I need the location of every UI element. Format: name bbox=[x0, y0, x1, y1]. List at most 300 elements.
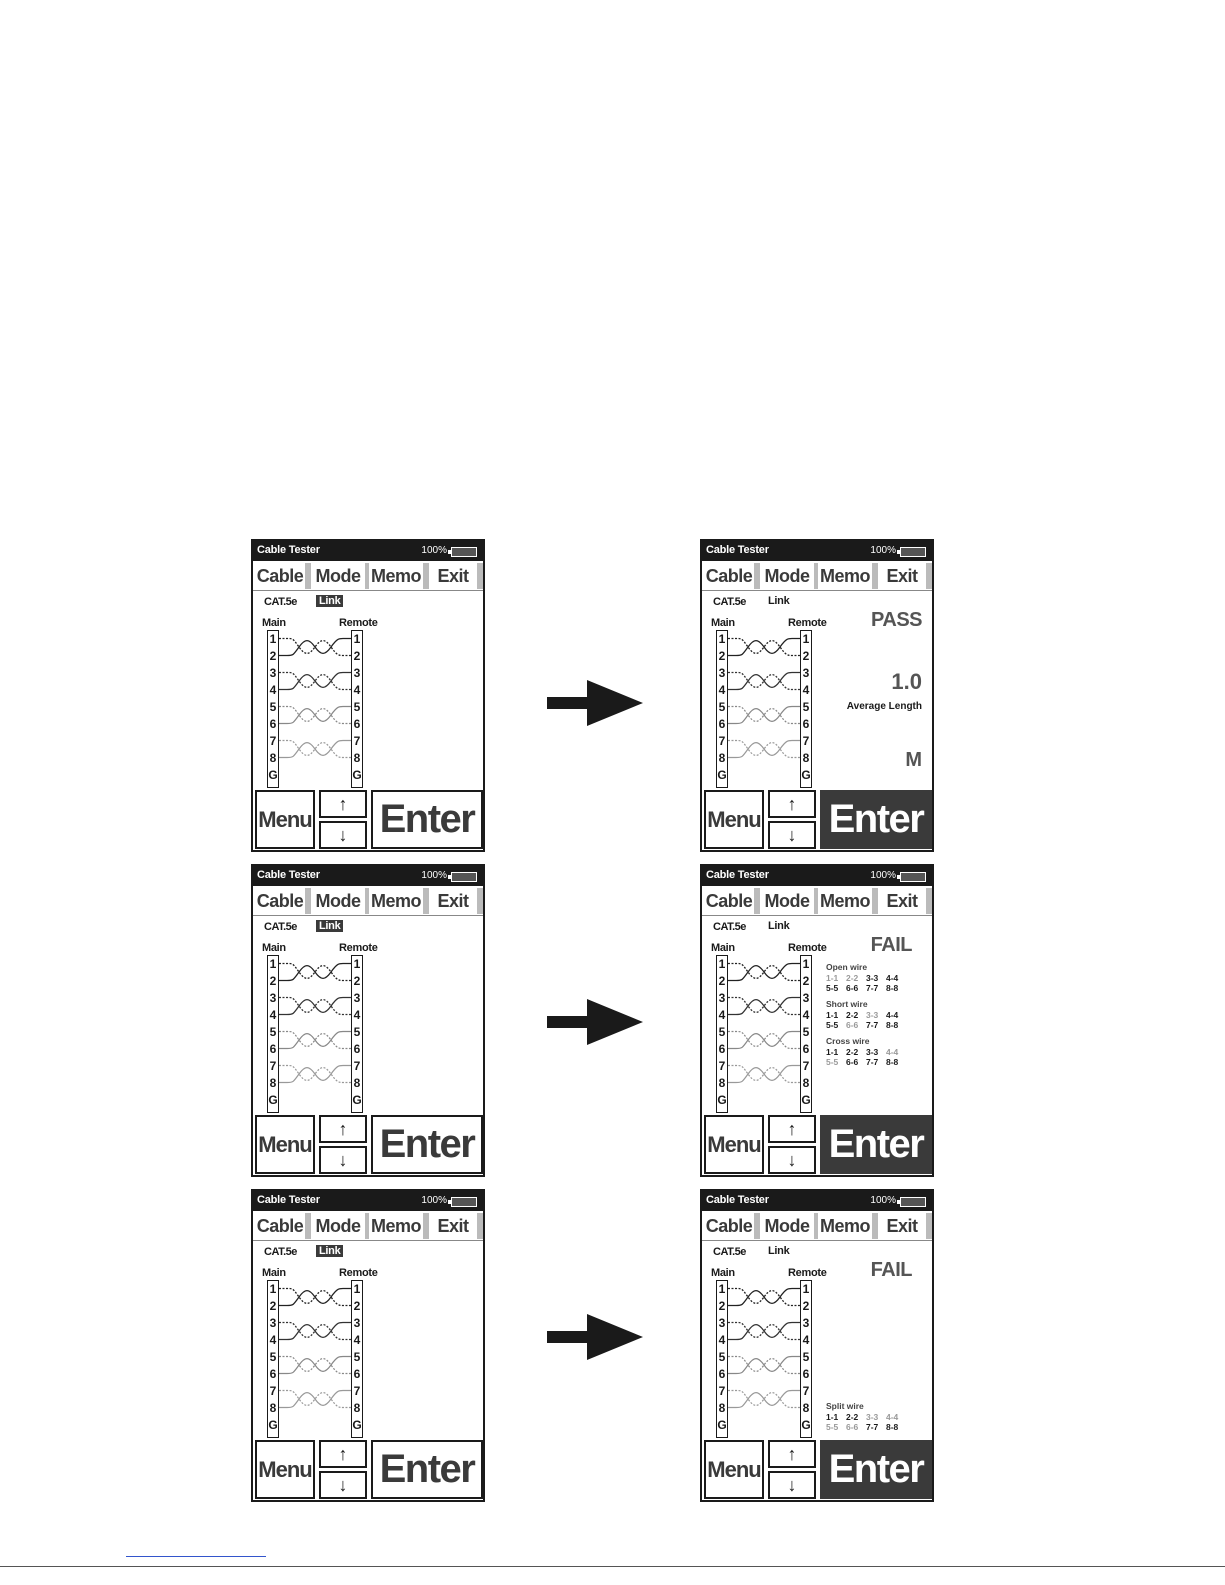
pin-pair-status: 4-4 bbox=[886, 973, 899, 983]
pin-label: 7 bbox=[718, 734, 726, 748]
pin-label: 5 bbox=[269, 1025, 277, 1039]
length-unit-label: M bbox=[905, 749, 922, 771]
pin-pair-status: 5-5 bbox=[826, 1057, 839, 1067]
title-bar bbox=[253, 866, 483, 886]
pin-label: 4 bbox=[269, 1008, 277, 1022]
pin-label: 6 bbox=[718, 1042, 726, 1056]
pin-label: G bbox=[352, 1093, 362, 1107]
main-end-label: Main bbox=[711, 617, 735, 629]
pin-label: G bbox=[717, 768, 727, 782]
down-arrow-icon: ↓ bbox=[787, 824, 797, 845]
pin-label: 7 bbox=[802, 1059, 810, 1073]
pair-1-2-wires bbox=[728, 639, 800, 656]
cable-type-label: CAT.5e bbox=[264, 921, 297, 933]
cable-menu-button[interactable]: Cable bbox=[255, 888, 311, 914]
pair-7-8-wires bbox=[728, 741, 800, 758]
pin-label: 6 bbox=[269, 1367, 277, 1381]
down-arrow-button[interactable] bbox=[319, 1471, 367, 1499]
cable-type-label: CAT.5e bbox=[713, 921, 746, 933]
tester-screen-ready-3 bbox=[251, 1189, 485, 1502]
main-end-label: Main bbox=[711, 1267, 735, 1279]
cable-menu-button[interactable]: Cable bbox=[255, 1213, 311, 1239]
pin-label: 2 bbox=[269, 649, 277, 663]
app-title: Cable Tester bbox=[706, 869, 769, 881]
pin-label: 4 bbox=[269, 1333, 277, 1347]
pin-label: 7 bbox=[269, 734, 277, 748]
pin-label: 2 bbox=[718, 649, 726, 663]
twisted-pair-diagram bbox=[728, 1280, 800, 1438]
pair-1-2-wires bbox=[279, 1289, 351, 1306]
pin-label: 8 bbox=[353, 1076, 361, 1090]
memo-menu-button[interactable]: Memo bbox=[369, 563, 429, 589]
twisted-pair-diagram bbox=[728, 630, 800, 788]
pin-label: 1 bbox=[353, 1282, 361, 1296]
pin-label: G bbox=[268, 1093, 278, 1107]
pin-pair-status: 2-2 bbox=[846, 1010, 859, 1020]
up-arrow-button[interactable] bbox=[319, 1440, 367, 1468]
pin-label: 8 bbox=[802, 1401, 810, 1415]
pin-label: 2 bbox=[269, 1299, 277, 1313]
footer-link-underline bbox=[126, 1556, 266, 1557]
pin-pair-status: 8-8 bbox=[886, 983, 899, 993]
pin-pair-status: 8-8 bbox=[886, 1422, 899, 1432]
cable-type-label: CAT.5e bbox=[713, 596, 746, 608]
pin-label: G bbox=[352, 1418, 362, 1432]
pin-label: 8 bbox=[353, 1401, 361, 1415]
pin-pair-status: 6-6 bbox=[846, 1057, 859, 1067]
down-arrow-button[interactable] bbox=[768, 821, 816, 849]
pin-label: 1 bbox=[353, 632, 361, 646]
pin-label: 5 bbox=[802, 700, 810, 714]
twisted-pair-diagram bbox=[279, 955, 351, 1113]
enter-button[interactable]: Enter bbox=[371, 1440, 483, 1499]
enter-button[interactable]: Enter bbox=[371, 790, 483, 849]
fail-details-block bbox=[826, 962, 906, 1067]
mode-label: Link bbox=[768, 595, 790, 607]
up-arrow-icon: ↑ bbox=[787, 1118, 797, 1139]
exit-menu-button[interactable]: Exit bbox=[429, 1213, 483, 1239]
pin-label: 6 bbox=[802, 1042, 810, 1056]
menu-divider bbox=[702, 1240, 932, 1241]
pair-5-6-wires bbox=[279, 1357, 351, 1374]
menu-bar bbox=[255, 563, 481, 589]
pair-3-4-wires bbox=[728, 673, 800, 690]
pin-label: G bbox=[352, 768, 362, 782]
pair-7-8-wires bbox=[279, 1066, 351, 1083]
main-pin-column bbox=[267, 630, 279, 788]
pass-result-label: PASS bbox=[871, 609, 922, 631]
pin-pair-status: 1-1 bbox=[826, 1010, 839, 1020]
memo-menu-button[interactable]: Memo bbox=[818, 1213, 878, 1239]
main-pin-column bbox=[716, 955, 728, 1113]
menu-bar bbox=[704, 563, 930, 589]
pin-label: 1 bbox=[269, 1282, 277, 1296]
pair-1-2-wires bbox=[728, 1289, 800, 1306]
average-length-label: Average Length bbox=[846, 701, 922, 712]
pin-label: 3 bbox=[269, 1316, 277, 1330]
remote-end-label: Remote bbox=[788, 1267, 827, 1279]
tester-screen-ready-2 bbox=[251, 864, 485, 1177]
pin-label: 1 bbox=[269, 632, 277, 646]
pin-pair-row bbox=[826, 973, 906, 983]
remote-end-label: Remote bbox=[339, 942, 378, 954]
down-arrow-button[interactable] bbox=[768, 1146, 816, 1174]
battery-icon bbox=[900, 872, 926, 882]
battery-percentage: 100% bbox=[870, 545, 896, 556]
battery-icon bbox=[900, 547, 926, 557]
pin-label: 5 bbox=[802, 1350, 810, 1364]
pin-pair-status: 1-1 bbox=[826, 973, 839, 983]
pin-pair-status: 7-7 bbox=[866, 1020, 879, 1030]
pin-pair-status: 7-7 bbox=[866, 1422, 879, 1432]
remote-end-label: Remote bbox=[339, 617, 378, 629]
pin-label: G bbox=[268, 768, 278, 782]
up-arrow-icon: ↑ bbox=[787, 1443, 797, 1464]
remote-end-label: Remote bbox=[788, 617, 827, 629]
twisted-pair-diagram bbox=[279, 630, 351, 788]
pin-pair-status: 3-3 bbox=[866, 1010, 879, 1020]
pair-5-6-wires bbox=[728, 1357, 800, 1374]
pin-pair-status: 3-3 bbox=[866, 973, 879, 983]
main-pin-column bbox=[267, 955, 279, 1113]
pin-label: 8 bbox=[802, 751, 810, 765]
remote-pin-column bbox=[351, 1280, 363, 1438]
pair-5-6-wires bbox=[728, 1032, 800, 1049]
up-arrow-button[interactable] bbox=[319, 1115, 367, 1143]
pin-label: 7 bbox=[718, 1384, 726, 1398]
exit-menu-button[interactable]: Exit bbox=[878, 888, 932, 914]
pin-label: 5 bbox=[718, 700, 726, 714]
pin-pair-status: 2-2 bbox=[846, 1047, 859, 1057]
pin-pair-status: 3-3 bbox=[866, 1412, 879, 1422]
mode-menu-button[interactable]: Mode bbox=[311, 563, 369, 589]
fault-category-title: Cross wire bbox=[826, 1036, 870, 1046]
pin-label: 5 bbox=[718, 1350, 726, 1364]
battery-icon bbox=[451, 547, 477, 557]
down-arrow-icon: ↓ bbox=[338, 1149, 348, 1170]
main-pin-column bbox=[267, 1280, 279, 1438]
pin-label: 7 bbox=[718, 1059, 726, 1073]
pin-label: 6 bbox=[802, 1367, 810, 1381]
down-arrow-button[interactable] bbox=[319, 1146, 367, 1174]
menu-divider bbox=[253, 915, 483, 916]
menu-bar bbox=[704, 1213, 930, 1239]
up-arrow-button[interactable] bbox=[768, 790, 816, 818]
pin-label: 3 bbox=[718, 1316, 726, 1330]
pin-pair-row bbox=[826, 1047, 906, 1057]
pin-label: 6 bbox=[802, 717, 810, 731]
pin-label: G bbox=[801, 1418, 811, 1432]
menu-button[interactable]: Menu bbox=[255, 1440, 315, 1499]
pin-label: 8 bbox=[269, 1401, 277, 1415]
pin-label: 5 bbox=[269, 1350, 277, 1364]
mode-menu-button[interactable]: Mode bbox=[760, 1213, 818, 1239]
pin-pair-status: 4-4 bbox=[886, 1412, 899, 1422]
mode-label: Link bbox=[316, 920, 343, 932]
twisted-pair-diagram bbox=[728, 955, 800, 1113]
tester-screen-ready-1 bbox=[251, 539, 485, 852]
menu-button[interactable]: Menu bbox=[704, 1115, 764, 1174]
pair-1-2-wires bbox=[279, 639, 351, 656]
up-arrow-button[interactable] bbox=[768, 1440, 816, 1468]
pin-pair-status: 6-6 bbox=[846, 983, 859, 993]
pin-pair-status: 4-4 bbox=[886, 1010, 899, 1020]
app-title: Cable Tester bbox=[706, 1194, 769, 1206]
pin-label: 1 bbox=[802, 632, 810, 646]
pin-label: 3 bbox=[718, 666, 726, 680]
pair-1-2-wires bbox=[279, 964, 351, 981]
mode-label: Link bbox=[316, 595, 343, 607]
flow-arrow-icon bbox=[545, 997, 645, 1047]
pair-5-6-wires bbox=[279, 1032, 351, 1049]
main-pin-column bbox=[716, 1280, 728, 1438]
fail-result-label: FAIL bbox=[870, 1259, 912, 1281]
pin-label: 4 bbox=[802, 1008, 810, 1022]
up-arrow-icon: ↑ bbox=[338, 1118, 348, 1139]
remote-pin-column bbox=[800, 955, 812, 1113]
pin-pair-status: 7-7 bbox=[866, 983, 879, 993]
cable-type-label: CAT.5e bbox=[264, 1246, 297, 1258]
pair-5-6-wires bbox=[728, 707, 800, 724]
pin-label: 5 bbox=[269, 700, 277, 714]
tester-screen-pass bbox=[700, 539, 934, 852]
pin-label: 2 bbox=[353, 649, 361, 663]
pin-label: 4 bbox=[718, 683, 726, 697]
tester-screen-fail-split bbox=[700, 1189, 934, 1502]
menu-divider bbox=[702, 590, 932, 591]
title-bar bbox=[702, 866, 932, 886]
pin-label: 4 bbox=[718, 1333, 726, 1347]
down-arrow-icon: ↓ bbox=[787, 1149, 797, 1170]
pair-3-4-wires bbox=[728, 998, 800, 1015]
pin-label: 1 bbox=[802, 957, 810, 971]
pin-label: 7 bbox=[353, 1384, 361, 1398]
pin-label: 6 bbox=[718, 717, 726, 731]
pin-label: 7 bbox=[353, 1059, 361, 1073]
menu-divider bbox=[253, 590, 483, 591]
pin-label: 3 bbox=[718, 991, 726, 1005]
pin-label: 3 bbox=[353, 666, 361, 680]
pin-label: 5 bbox=[353, 700, 361, 714]
down-arrow-icon: ↓ bbox=[338, 824, 348, 845]
app-title: Cable Tester bbox=[257, 544, 320, 556]
pin-label: 6 bbox=[269, 1042, 277, 1056]
remote-pin-column bbox=[800, 630, 812, 788]
pin-label: 8 bbox=[802, 1076, 810, 1090]
memo-menu-button[interactable]: Memo bbox=[818, 563, 878, 589]
pin-label: 8 bbox=[718, 751, 726, 765]
battery-icon bbox=[900, 1197, 926, 1207]
footer-rule bbox=[0, 1566, 1225, 1567]
remote-end-label: Remote bbox=[339, 1267, 378, 1279]
cable-type-label: CAT.5e bbox=[713, 1246, 746, 1258]
main-end-label: Main bbox=[711, 942, 735, 954]
battery-percentage: 100% bbox=[421, 870, 447, 881]
pin-label: 1 bbox=[353, 957, 361, 971]
pin-label: 2 bbox=[353, 974, 361, 988]
pin-label: 7 bbox=[269, 1384, 277, 1398]
fault-category-title: Open wire bbox=[826, 962, 868, 972]
menu-button[interactable]: Menu bbox=[255, 1115, 315, 1174]
exit-menu-button[interactable]: Exit bbox=[878, 1213, 932, 1239]
up-arrow-icon: ↑ bbox=[787, 793, 797, 814]
mode-menu-button[interactable]: Mode bbox=[311, 888, 369, 914]
pin-pair-row bbox=[826, 983, 906, 993]
pin-label: 3 bbox=[269, 666, 277, 680]
pin-pair-status: 8-8 bbox=[886, 1057, 899, 1067]
enter-button[interactable]: Enter bbox=[820, 1440, 932, 1499]
cable-type-label: CAT.5e bbox=[264, 596, 297, 608]
exit-menu-button[interactable]: Exit bbox=[429, 563, 483, 589]
mode-menu-button[interactable]: Mode bbox=[760, 888, 818, 914]
menu-divider bbox=[702, 915, 932, 916]
pin-label: 7 bbox=[802, 1384, 810, 1398]
pin-pair-status: 2-2 bbox=[846, 1412, 859, 1422]
pin-pair-status: 8-8 bbox=[886, 1020, 899, 1030]
pin-pair-status: 1-1 bbox=[826, 1047, 839, 1057]
pin-label: 6 bbox=[718, 1367, 726, 1381]
up-arrow-button[interactable] bbox=[768, 1115, 816, 1143]
pin-label: 8 bbox=[718, 1076, 726, 1090]
app-title: Cable Tester bbox=[706, 544, 769, 556]
pin-label: 2 bbox=[802, 1299, 810, 1313]
pin-label: 2 bbox=[718, 1299, 726, 1313]
battery-percentage: 100% bbox=[870, 1195, 896, 1206]
enter-button[interactable]: Enter bbox=[820, 1115, 932, 1174]
pin-pair-status: 6-6 bbox=[846, 1020, 859, 1030]
pin-pair-row bbox=[826, 1010, 906, 1020]
pair-3-4-wires bbox=[279, 673, 351, 690]
battery-percentage: 100% bbox=[870, 870, 896, 881]
memo-menu-button[interactable]: Memo bbox=[369, 888, 429, 914]
pin-label: 1 bbox=[718, 957, 726, 971]
pin-label: 3 bbox=[802, 1316, 810, 1330]
flow-arrow-icon bbox=[545, 678, 645, 728]
pin-label: 6 bbox=[353, 1367, 361, 1381]
pin-label: 8 bbox=[353, 751, 361, 765]
pair-5-6-wires bbox=[279, 707, 351, 724]
pin-label: 6 bbox=[353, 717, 361, 731]
mode-menu-button[interactable]: Mode bbox=[311, 1213, 369, 1239]
pin-pair-row bbox=[826, 1422, 906, 1432]
menu-bar bbox=[255, 1213, 481, 1239]
pin-label: 6 bbox=[353, 1042, 361, 1056]
memo-menu-button[interactable]: Memo bbox=[369, 1213, 429, 1239]
title-bar bbox=[253, 541, 483, 561]
down-arrow-button[interactable] bbox=[319, 821, 367, 849]
pin-label: 4 bbox=[353, 683, 361, 697]
pin-pair-status: 5-5 bbox=[826, 1422, 839, 1432]
remote-pin-column bbox=[351, 630, 363, 788]
main-pin-column bbox=[716, 630, 728, 788]
enter-button[interactable]: Enter bbox=[371, 1115, 483, 1174]
twisted-pair-diagram bbox=[279, 1280, 351, 1438]
down-arrow-icon: ↓ bbox=[787, 1474, 797, 1495]
app-title: Cable Tester bbox=[257, 869, 320, 881]
exit-menu-button[interactable]: Exit bbox=[878, 563, 932, 589]
enter-button[interactable]: Enter bbox=[820, 790, 932, 849]
pin-label: 5 bbox=[353, 1350, 361, 1364]
flow-arrow-icon bbox=[545, 1312, 645, 1362]
pin-label: 2 bbox=[353, 1299, 361, 1313]
pin-label: 6 bbox=[269, 717, 277, 731]
menu-divider bbox=[253, 1240, 483, 1241]
pin-label: G bbox=[801, 1093, 811, 1107]
pin-label: 7 bbox=[802, 734, 810, 748]
battery-percentage: 100% bbox=[421, 545, 447, 556]
pin-label: 8 bbox=[718, 1401, 726, 1415]
pin-label: G bbox=[717, 1418, 727, 1432]
remote-pin-column bbox=[800, 1280, 812, 1438]
battery-percentage: 100% bbox=[421, 1195, 447, 1206]
pin-label: 4 bbox=[353, 1008, 361, 1022]
mode-label: Link bbox=[316, 1245, 343, 1257]
main-end-label: Main bbox=[262, 942, 286, 954]
battery-icon bbox=[451, 1197, 477, 1207]
menu-bar bbox=[255, 888, 481, 914]
memo-menu-button[interactable]: Memo bbox=[818, 888, 878, 914]
pin-label: G bbox=[801, 768, 811, 782]
menu-button[interactable]: Menu bbox=[704, 790, 764, 849]
pin-label: 4 bbox=[718, 1008, 726, 1022]
pair-3-4-wires bbox=[279, 998, 351, 1015]
pin-label: 4 bbox=[802, 683, 810, 697]
title-bar bbox=[702, 541, 932, 561]
pin-label: 4 bbox=[802, 1333, 810, 1347]
pin-label: 4 bbox=[353, 1333, 361, 1347]
menu-button[interactable]: Menu bbox=[704, 1440, 764, 1499]
mode-label: Link bbox=[768, 1245, 790, 1257]
remote-pin-column bbox=[351, 955, 363, 1113]
pair-7-8-wires bbox=[728, 1391, 800, 1408]
pin-pair-status: 7-7 bbox=[866, 1057, 879, 1067]
mode-menu-button[interactable]: Mode bbox=[760, 563, 818, 589]
menu-button[interactable]: Menu bbox=[255, 790, 315, 849]
cable-menu-button[interactable]: Cable bbox=[704, 888, 760, 914]
down-arrow-button[interactable] bbox=[768, 1471, 816, 1499]
cable-menu-button[interactable]: Cable bbox=[255, 563, 311, 589]
cable-menu-button[interactable]: Cable bbox=[704, 563, 760, 589]
pin-label: 2 bbox=[802, 974, 810, 988]
split-details-block bbox=[826, 1401, 906, 1432]
pin-label: 3 bbox=[353, 991, 361, 1005]
up-arrow-button[interactable] bbox=[319, 790, 367, 818]
pin-label: 5 bbox=[802, 1025, 810, 1039]
pin-label: 7 bbox=[353, 734, 361, 748]
pair-7-8-wires bbox=[279, 741, 351, 758]
pin-pair-row bbox=[826, 1412, 906, 1422]
pin-label: 8 bbox=[269, 751, 277, 765]
pin-pair-status: 1-1 bbox=[826, 1412, 839, 1422]
tester-screen-fail-open-short-cross bbox=[700, 864, 934, 1177]
exit-menu-button[interactable]: Exit bbox=[429, 888, 483, 914]
down-arrow-icon: ↓ bbox=[338, 1474, 348, 1495]
pin-label: 8 bbox=[269, 1076, 277, 1090]
battery-icon bbox=[451, 872, 477, 882]
pin-label: 5 bbox=[353, 1025, 361, 1039]
fail-result-label: FAIL bbox=[870, 934, 912, 956]
pin-label: G bbox=[268, 1418, 278, 1432]
fault-category-title: Short wire bbox=[826, 999, 868, 1009]
pin-label: 4 bbox=[269, 683, 277, 697]
pin-pair-row bbox=[826, 1057, 906, 1067]
cable-menu-button[interactable]: Cable bbox=[704, 1213, 760, 1239]
main-end-label: Main bbox=[262, 1267, 286, 1279]
pair-3-4-wires bbox=[279, 1323, 351, 1340]
pin-pair-status: 6-6 bbox=[846, 1422, 859, 1432]
pair-7-8-wires bbox=[279, 1391, 351, 1408]
fault-category-title: Split wire bbox=[826, 1401, 864, 1411]
